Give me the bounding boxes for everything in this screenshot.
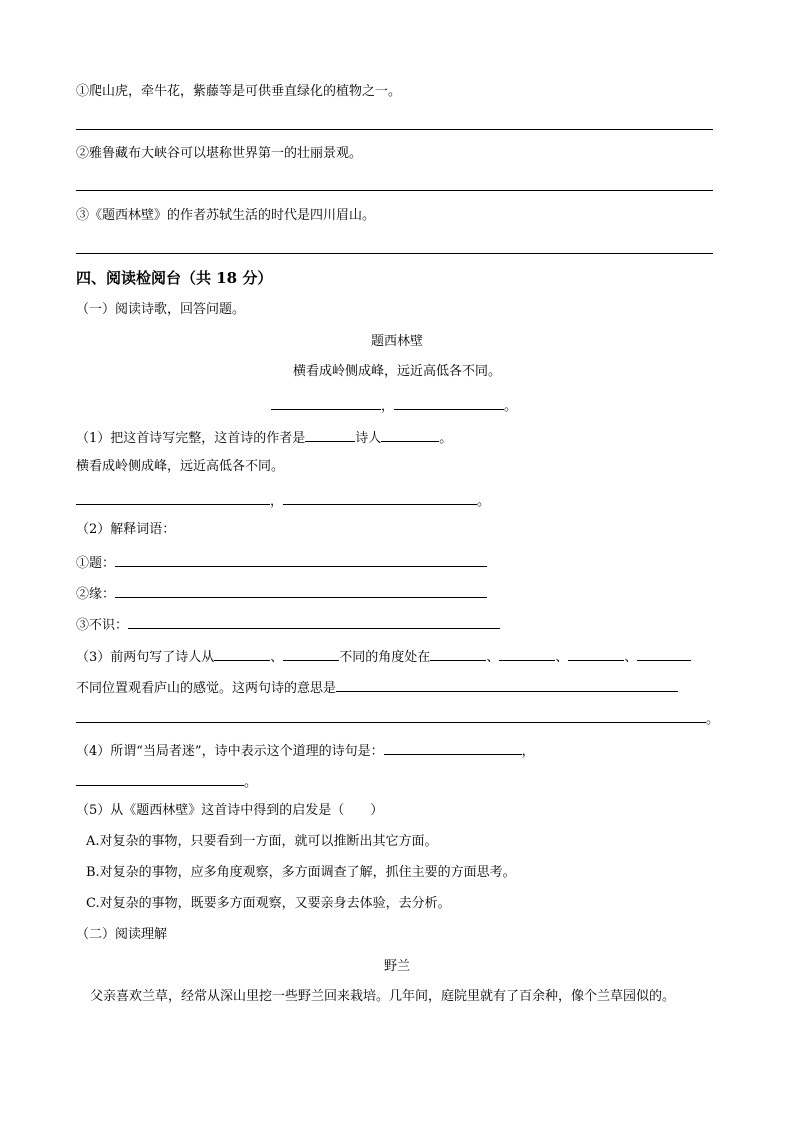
comma: ， — [270, 494, 284, 509]
q3-line-3 — [76, 709, 719, 728]
question-4 — [76, 741, 535, 760]
q2-item-label: ①题： — [76, 556, 116, 571]
period: 。 — [244, 775, 258, 790]
question-5: （5）从《题西林壁》这首诗中得到的启发是（ ） — [76, 803, 384, 818]
q4-blank-2[interactable] — [76, 772, 244, 786]
q3-line-2 — [76, 678, 678, 697]
q3-text-c: 不同位置观看庐山的感觉。这两句诗的意思是 — [76, 681, 337, 696]
story-paragraph-1: 父亲喜欢兰草，经常从深山里挖一些野兰回来栽培。几年间，庭院里就有了百余种，像个兰草园似的。 — [90, 989, 676, 1004]
period: 。 — [706, 712, 720, 727]
sep: 、 — [624, 650, 638, 665]
q3-text-b: 不同的角度处在 — [339, 650, 431, 665]
poem-blank-1[interactable] — [271, 396, 381, 410]
q3-blank-4[interactable] — [499, 647, 555, 661]
answer-line-2[interactable] — [76, 190, 713, 191]
sep: 、 — [486, 650, 500, 665]
sep: 、 — [270, 650, 284, 665]
q1-text-a: （1）把这首诗写完整，这首诗的作者是 — [76, 431, 306, 446]
q2-item-label: ③不识： — [76, 618, 129, 633]
q2-item-1 — [76, 553, 487, 572]
poem-blank-line — [271, 396, 517, 415]
q5-option-b[interactable]: B.对复杂的事物，应多角度观察，多方面调查了解，抓住主要的方面思考。 — [86, 865, 516, 880]
question-3 — [76, 647, 691, 666]
period: 。 — [504, 399, 518, 414]
q4-blank-1[interactable] — [384, 741, 522, 755]
q3-meaning-blank-1[interactable] — [336, 678, 678, 692]
q3-blank-1[interactable] — [214, 647, 270, 661]
q2-item-label: ②缘： — [76, 587, 116, 602]
q2-item-3 — [76, 615, 500, 634]
q4-text: （4）所谓“当局者迷”，诗中表示这个道理的诗句是： — [76, 744, 384, 759]
period: 。 — [477, 494, 491, 509]
q1-poem-line: 横看成岭侧成峰，远近高低各不同。 — [76, 459, 285, 474]
story-title: 野兰 — [383, 959, 410, 974]
part1-label: （一）阅读诗歌，回答问题。 — [76, 302, 246, 317]
section-title: 四、阅读检阅台（共 18 分） — [76, 269, 273, 287]
q2-blank-3[interactable] — [128, 615, 500, 629]
q1-dynasty-blank[interactable] — [381, 428, 439, 442]
q3-blank-6[interactable] — [637, 647, 691, 661]
q1-blank-2[interactable] — [283, 491, 477, 505]
q4-line-2 — [76, 772, 257, 791]
statement-3: ③《题西林壁》的作者苏轼生活的时代是四川眉山。 — [76, 208, 376, 223]
statement-2: ②雅鲁藏布大峡谷可以堪称世界第一的壮丽景观。 — [76, 146, 363, 161]
q1-text-b: 诗人 — [355, 431, 382, 446]
poem-title: 题西林壁 — [370, 334, 423, 349]
poem-blank-2[interactable] — [394, 396, 504, 410]
statement-1: ①爬山虎，牵牛花，紫藤等是可供垂直绿化的植物之一。 — [76, 84, 402, 99]
question-2: （2）解释词语： — [76, 522, 176, 537]
question-1 — [76, 428, 452, 447]
comma: ， — [381, 399, 395, 414]
q5-option-c[interactable]: C.对复杂的事物，既要多方面观察，又要亲身去体验，去分析。 — [86, 896, 451, 911]
q3-meaning-blank-2[interactable] — [76, 709, 706, 723]
poem-line-1: 横看成岭侧成峰，远近高低各不同。 — [292, 364, 501, 379]
q3-blank-2[interactable] — [283, 647, 339, 661]
q1-blank-1[interactable] — [76, 491, 270, 505]
part2-label: （二）阅读理解 — [76, 927, 168, 942]
sep: 、 — [555, 650, 569, 665]
comma: ， — [521, 744, 535, 759]
q3-text-a: （3）前两句写了诗人从 — [76, 650, 215, 665]
q1-blank-line — [76, 491, 490, 510]
q3-blank-5[interactable] — [568, 647, 624, 661]
answer-line-1[interactable] — [76, 129, 713, 130]
q1-author-blank[interactable] — [305, 428, 355, 442]
answer-line-3[interactable] — [76, 253, 713, 254]
q2-blank-2[interactable] — [115, 584, 487, 598]
q3-blank-3[interactable] — [430, 647, 486, 661]
q1-text-c: 。 — [439, 431, 453, 446]
q2-blank-1[interactable] — [115, 553, 487, 567]
q5-option-a[interactable]: A.对复杂的事物，只要看到一方面，就可以推断出其它方面。 — [86, 834, 438, 849]
q2-item-2 — [76, 584, 487, 603]
